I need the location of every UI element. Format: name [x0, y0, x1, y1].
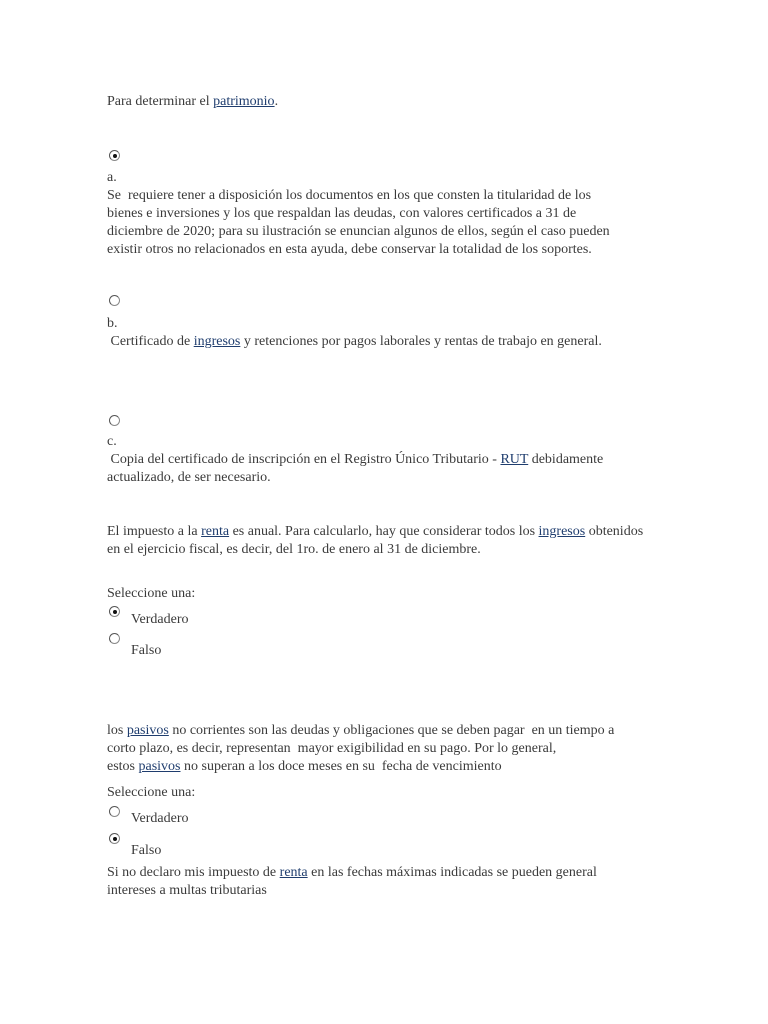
text: . — [274, 94, 279, 109]
option-a-text: existir otros no relacionados en esta ayuda, debe conservar la totalidad de los soportes. — [107, 242, 592, 257]
text: estos — [107, 759, 139, 774]
text: los — [107, 723, 127, 738]
text: y retenciones por pagos laborales y rentas de trabajo en general. — [240, 334, 602, 349]
question-3-line — [107, 758, 502, 776]
link-ingresos[interactable]: ingresos — [538, 524, 586, 539]
option-c-letter: c. — [107, 434, 117, 449]
radio-falso[interactable] — [109, 633, 120, 644]
option-a-letter: a. — [107, 170, 117, 185]
text: obtenidos — [585, 524, 644, 539]
text: no corrientes son las deudas y obligaciones que se deben pagar en un tiempo a — [168, 723, 615, 738]
option-c-text: actualizado, de ser necesario. — [107, 470, 271, 485]
question-2 — [107, 523, 643, 541]
link-renta[interactable]: renta — [201, 524, 230, 539]
radio-option-b[interactable] — [109, 295, 120, 306]
text: en las fechas máximas indicadas se pueden general — [307, 865, 597, 880]
text: no superan a los doce meses en su fecha de vencimiento — [180, 759, 502, 774]
option-verdadero-label: Verdadero — [131, 811, 189, 826]
question-2-line: en el ejercicio fiscal, es decir, del 1ro. de enero al 31 de diciembre. — [107, 542, 481, 557]
option-verdadero-label: Verdadero — [131, 612, 189, 627]
text: Si no declaro mis impuesto de — [107, 865, 280, 880]
radio-option-a[interactable] — [109, 150, 120, 161]
text: Copia del certificado de inscripción en el Registro Único Tributario - — [107, 452, 501, 467]
radio-verdadero[interactable] — [109, 806, 120, 817]
question-4-line: intereses a multas tributarias — [107, 883, 267, 898]
option-b-letter: b. — [107, 316, 118, 331]
link-rut[interactable]: RUT — [500, 452, 529, 467]
option-falso-label: Falso — [131, 843, 162, 858]
option-a-text: diciembre de 2020; para su ilustración se enuncian algunos de ellos, según el caso pueden — [107, 224, 610, 239]
select-prompt: Seleccione una: — [107, 586, 196, 601]
question-4 — [107, 864, 597, 882]
question-3-line: corto plazo, es decir, representan mayor exigibilidad en su pago. Por lo general, — [107, 741, 557, 756]
option-a-text: Se requiere tener a disposición los documentos en los que consten la titularidad de los — [107, 188, 592, 203]
text: es anual. Para calcularlo, hay que considerar todos los — [229, 524, 539, 539]
select-prompt: Seleccione una: — [107, 785, 196, 800]
text: debidamente — [528, 452, 604, 467]
link-renta[interactable]: renta — [279, 865, 308, 880]
option-falso-label: Falso — [131, 643, 162, 658]
option-b-text — [107, 333, 602, 351]
link-pasivos[interactable]: pasivos — [138, 759, 181, 774]
option-a-text: bienes e inversiones y los que respaldan las deudas, con valores certificados a 31 de — [107, 206, 577, 221]
option-c-text — [107, 451, 603, 469]
radio-falso[interactable] — [109, 833, 120, 844]
text: Para determinar el — [107, 94, 214, 109]
radio-option-c[interactable] — [109, 415, 120, 426]
question-1 — [107, 93, 278, 111]
question-3 — [107, 722, 614, 740]
text: Certificado de — [107, 334, 194, 349]
link-pasivos[interactable]: pasivos — [126, 723, 169, 738]
link-patrimonio[interactable]: patrimonio — [213, 94, 275, 109]
radio-verdadero[interactable] — [109, 606, 120, 617]
link-ingresos[interactable]: ingresos — [193, 334, 241, 349]
text: El impuesto a la — [107, 524, 202, 539]
